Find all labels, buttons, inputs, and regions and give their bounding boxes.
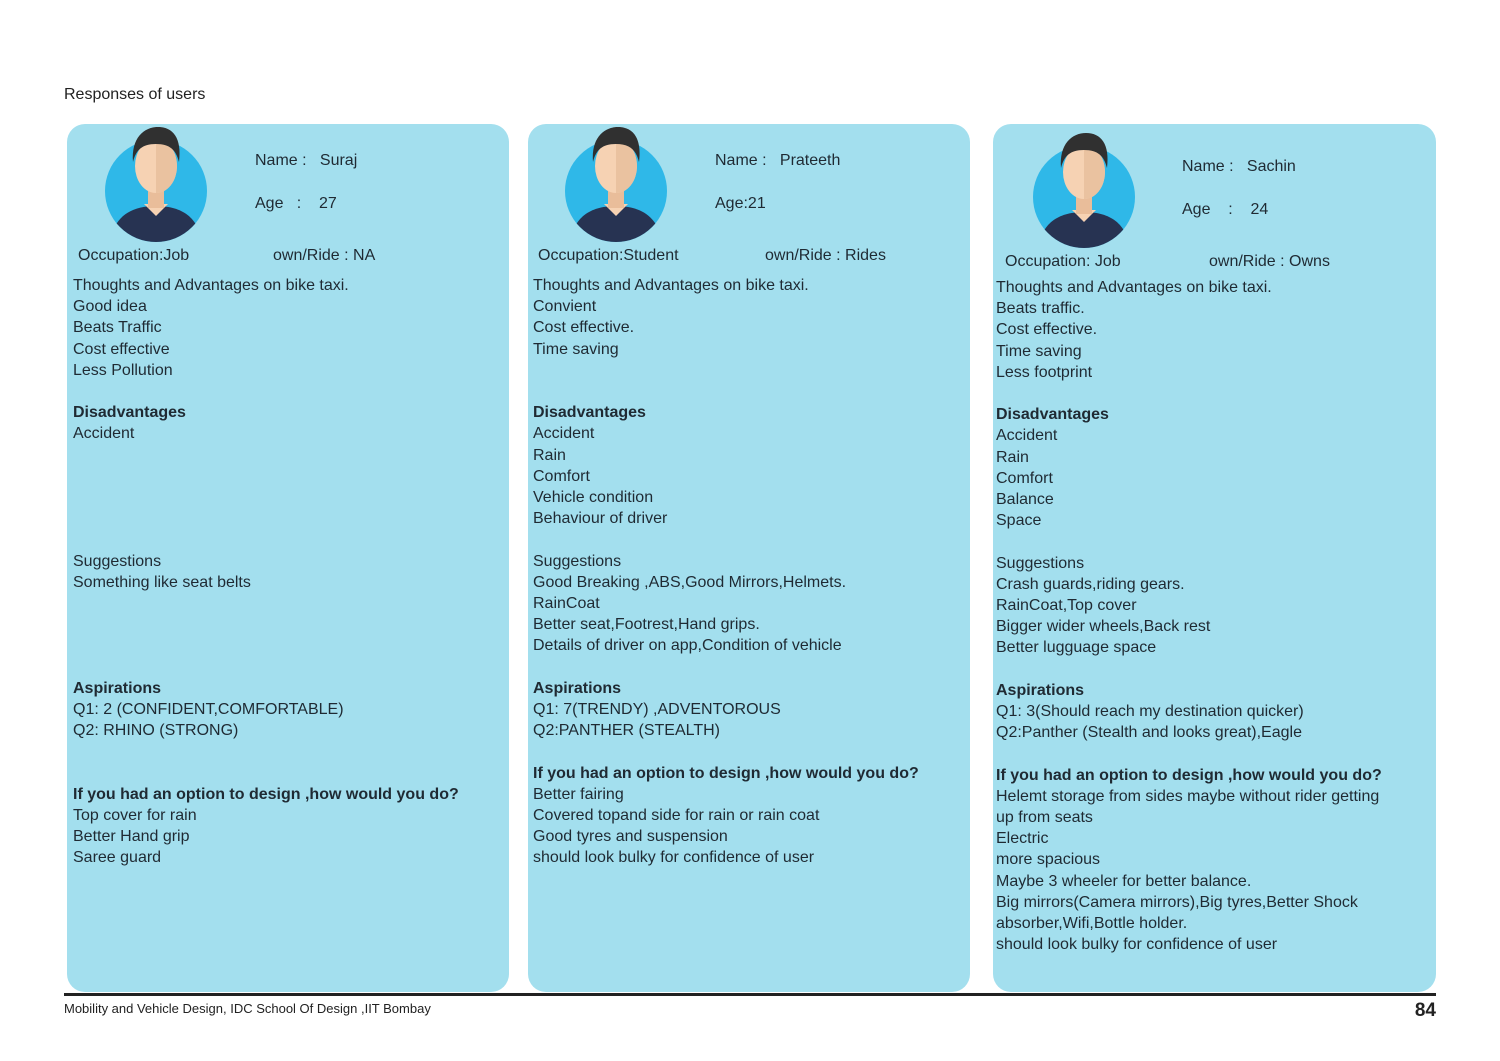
response-line: Cost effective xyxy=(73,340,170,358)
user-response-text xyxy=(996,277,1382,955)
user-name: Name : Suraj xyxy=(255,152,358,169)
user-card-suraj xyxy=(67,124,509,992)
response-line xyxy=(996,659,1382,680)
response-line xyxy=(533,360,919,381)
response-line: should look bulky for confidence of user xyxy=(996,936,1278,954)
section-heading: Aspirations xyxy=(996,681,1085,699)
response-line: Q2:PANTHER (STEALTH) xyxy=(533,722,720,740)
section-heading: Disadvantages xyxy=(533,404,646,422)
response-line: Less footprint xyxy=(996,363,1093,381)
response-line: Thoughts and Advantages on bike taxi. xyxy=(73,277,349,294)
response-line: Vehicle condition xyxy=(533,489,654,506)
response-line xyxy=(73,614,459,635)
user-name: Name : Sachin xyxy=(1182,158,1296,175)
response-line xyxy=(73,657,459,678)
section-heading: Disadvantages xyxy=(73,404,186,422)
response-line: RainCoat,Top cover xyxy=(996,597,1137,615)
page-number: 84 xyxy=(1414,1000,1436,1021)
response-line: Accident xyxy=(996,427,1058,445)
response-line: Balance xyxy=(996,491,1054,509)
response-line: more spacious xyxy=(996,851,1101,869)
response-line: Beats traffic. xyxy=(996,300,1085,318)
response-line: Electric xyxy=(996,830,1049,848)
section-heading: Aspirations xyxy=(533,679,622,697)
response-line: Good idea xyxy=(73,298,147,316)
response-line xyxy=(73,635,459,656)
response-line: Better fairing xyxy=(533,785,624,803)
section-heading: If you had an option to design ,how would you do? xyxy=(533,764,919,782)
response-line: Crash guards,riding gears. xyxy=(996,575,1185,593)
user-card-sachin xyxy=(993,124,1436,992)
response-line: Suggestions xyxy=(73,552,162,570)
user-age: Age:21 xyxy=(715,195,766,212)
response-line: Beats Traffic xyxy=(73,319,162,337)
response-line: Better lugguage space xyxy=(996,639,1157,657)
response-line xyxy=(73,763,459,784)
page-heading: Responses of users xyxy=(64,86,206,103)
response-line: Suggestions xyxy=(996,554,1085,572)
response-line xyxy=(73,487,459,508)
user-avatar-icon xyxy=(104,124,208,246)
response-line xyxy=(73,593,459,614)
user-card-prateeth xyxy=(528,124,970,992)
response-line xyxy=(533,741,919,762)
response-line: Thoughts and Advantages on bike taxi. xyxy=(533,277,809,294)
user-age: Age : 24 xyxy=(1182,201,1269,218)
response-line: Accident xyxy=(533,425,595,443)
user-avatar-icon xyxy=(1032,130,1136,252)
response-line: Good tyres and suspension xyxy=(533,828,728,846)
response-line xyxy=(73,381,459,402)
user-response-text xyxy=(73,275,459,869)
response-line: Q1: 2 (CONFIDENT,COMFORTABLE) xyxy=(73,700,344,718)
response-line: Covered topand side for rain or rain coat xyxy=(533,807,820,824)
response-line: Rain xyxy=(996,448,1029,466)
response-line xyxy=(996,531,1382,552)
response-line: Time saving xyxy=(533,340,619,358)
user-own-ride: own/Ride : NA xyxy=(273,247,376,264)
response-line xyxy=(73,466,459,487)
response-line: absorber,Wifi,Bottle holder. xyxy=(996,915,1188,933)
section-heading: Aspirations xyxy=(73,679,162,697)
response-line: Comfort xyxy=(996,469,1053,487)
response-line: Q1: 7(TRENDY) ,ADVENTOROUS xyxy=(533,701,781,718)
response-line: Top cover for rain xyxy=(73,806,197,824)
response-line: Something like seat belts xyxy=(73,573,251,591)
response-line: Maybe 3 wheeler for better balance. xyxy=(996,872,1252,890)
response-line: Rain xyxy=(533,446,566,464)
response-line: Bigger wider wheels,Back rest xyxy=(996,618,1211,636)
response-line: should look bulky for confidence of user xyxy=(533,849,815,867)
response-line: Accident xyxy=(73,425,135,443)
response-line: Cost effective. xyxy=(533,319,635,337)
response-line: Q2:Panther (Stealth and looks great),Eagle xyxy=(996,724,1302,742)
response-line: up from seats xyxy=(996,809,1093,827)
response-line: Q1: 3(Should reach my destination quicker) xyxy=(996,703,1304,721)
response-line xyxy=(996,743,1382,764)
response-line: Convient xyxy=(533,298,597,316)
response-line: Thoughts and Advantages on bike taxi. xyxy=(996,279,1272,296)
user-occupation: Occupation:Job xyxy=(78,247,190,264)
response-line: Saree guard xyxy=(73,849,162,867)
response-line: Good Breaking ,ABS,Good Mirrors,Helmets. xyxy=(533,573,847,591)
response-line xyxy=(533,657,919,678)
response-line xyxy=(533,529,919,550)
response-line: Space xyxy=(996,512,1042,530)
response-line xyxy=(73,445,459,466)
footer-text: Mobility and Vehicle Design, IDC School Of Design ,IIT Bombay xyxy=(64,1001,431,1016)
user-age: Age : 27 xyxy=(255,195,337,212)
response-line: RainCoat xyxy=(533,595,600,612)
response-line: Q2: RHINO (STRONG) xyxy=(73,722,239,740)
response-line: Big mirrors(Camera mirrors),Big tyres,Better Shock xyxy=(996,893,1358,911)
response-line xyxy=(533,381,919,402)
user-own-ride: own/Ride : Owns xyxy=(1209,253,1330,270)
response-line xyxy=(996,383,1382,404)
response-line: Better seat,Footrest,Hand grips. xyxy=(533,616,760,634)
response-line: Time saving xyxy=(996,342,1082,360)
footer-divider xyxy=(64,993,1436,996)
section-heading: If you had an option to design ,how would you do? xyxy=(996,766,1382,784)
response-line: Comfort xyxy=(533,467,590,485)
user-own-ride: own/Ride : Rides xyxy=(765,247,886,264)
response-line: Helemt storage from sides maybe without rider getting xyxy=(996,787,1380,805)
section-heading: If you had an option to design ,how would you do? xyxy=(73,785,459,803)
response-line: Details of driver on app,Condition of vehicle xyxy=(533,637,842,655)
user-response-text xyxy=(533,275,919,869)
response-line xyxy=(73,508,459,529)
section-heading: Disadvantages xyxy=(996,406,1109,424)
response-line: Cost effective. xyxy=(996,321,1098,339)
user-occupation: Occupation: Job xyxy=(1005,253,1121,270)
response-line xyxy=(73,529,459,550)
user-occupation: Occupation:Student xyxy=(538,247,679,264)
response-line: Less Pollution xyxy=(73,361,173,379)
response-line: Better Hand grip xyxy=(73,828,190,846)
user-name: Name : Prateeth xyxy=(715,152,841,169)
user-avatar-icon xyxy=(564,124,668,246)
response-line: Suggestions xyxy=(533,552,622,570)
response-line: Behaviour of driver xyxy=(533,510,668,528)
response-line xyxy=(73,741,459,762)
